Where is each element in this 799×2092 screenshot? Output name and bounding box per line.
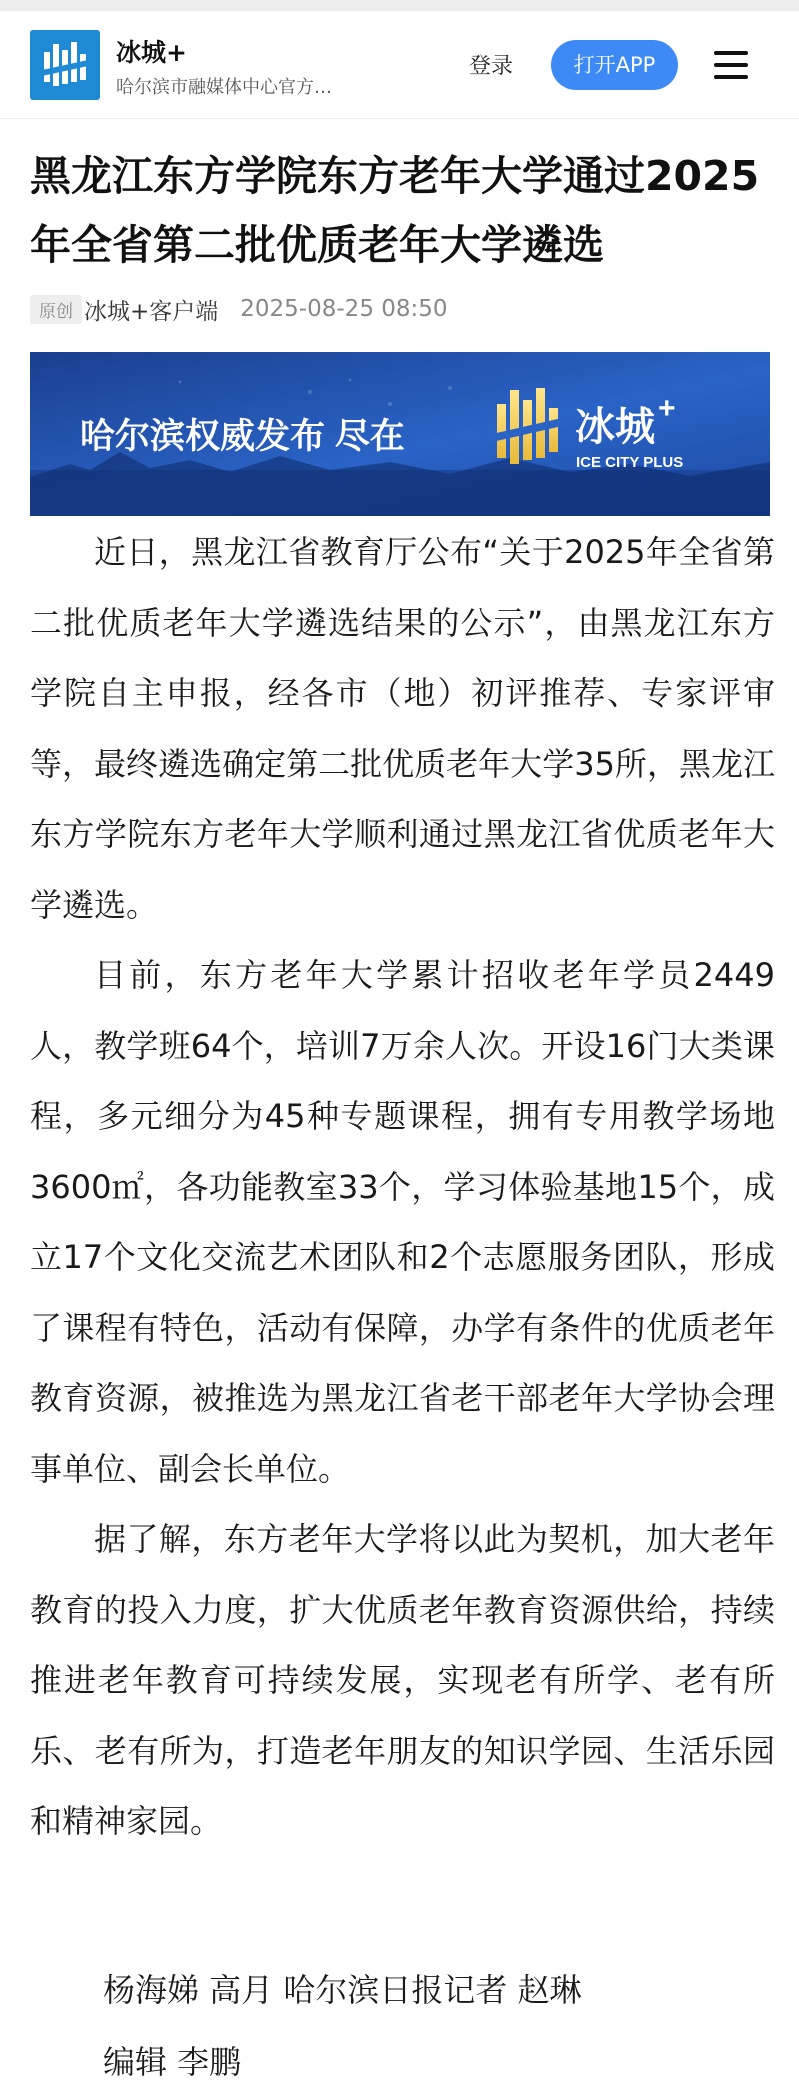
app-name: 冰城+ — [116, 38, 187, 67]
hamburger-menu-icon[interactable] — [714, 51, 750, 79]
site-header — [0, 11, 799, 119]
paragraph: 近日，黑龙江省教育厅公布“关于2025年全省第二批优质老年大学遴选结果的公示”，由黑龙江东方学院自主申报，经各市（地）初评推荐、专家评审等，最终遴选确定第二批优质老年大学35所，黑龙江东方学院东方老年大学顺利通过黑龙江省优质老年大学遴选。 — [30, 533, 775, 924]
login-button[interactable]: 登录 — [469, 54, 514, 79]
banner-graphic — [30, 352, 770, 516]
editor-credit: 编辑 李鹏 — [103, 2043, 242, 2081]
original-badge: 原创 — [30, 295, 82, 324]
banner-brand-plus: + — [658, 392, 676, 425]
menu-bar — [714, 75, 748, 79]
article-body — [30, 517, 775, 1857]
promo-banner[interactable] — [30, 352, 770, 516]
reporter-byline: 杨海娣 高月 哈尔滨日报记者 赵琳 — [103, 1971, 582, 2009]
open-app-button[interactable]: 打开APP — [551, 40, 678, 90]
article-title: 黑龙江东方学院东方老年大学通过2025年全省第二批优质老年大学遴选 — [30, 152, 760, 269]
paragraph: 据了解，东方老年大学将以此为契机，加大老年教育的投入力度，扩大优质老年教育资源供给，持续推进老年教育可持续发展，实现老有所学、老有所乐、老有所为，打造老年朋友的知识学园、生活乐园和精神家园。 — [30, 1520, 775, 1840]
top-strip — [0, 0, 799, 11]
ice-city-plus-logo[interactable] — [30, 30, 100, 100]
banner-brand-en: ICE CITY PLUS — [576, 454, 684, 471]
article-source[interactable]: 冰城+客户端 — [84, 298, 219, 325]
logo-icon — [30, 30, 100, 100]
article-meta — [30, 292, 448, 326]
paragraph: 目前，东方老年大学累计招收老年学员2449人，教学班64个，培训7万余人次。开设16门大类课程，多元细分为45种专题课程，拥有专用教学场地3600㎡，各功能教室33个，学习体验基地15个，成立17个文化交流艺术团队和2个志愿服务团队，形成了课程有特色，活动有保障，办学有条件的优质老年教育资源，被推选为黑龙江省老干部老年大学协会理事单位、副会长单位。 — [30, 956, 775, 1488]
menu-bar — [714, 63, 748, 67]
menu-bar — [714, 51, 748, 55]
banner-slogan: 哈尔滨权威发布 尽在 — [80, 417, 405, 456]
publish-time: 2025-08-25 08:50 — [240, 296, 448, 322]
app-subtitle: 哈尔滨市融媒体中心官方… — [116, 77, 332, 98]
banner-brand: 冰城 — [575, 405, 655, 449]
